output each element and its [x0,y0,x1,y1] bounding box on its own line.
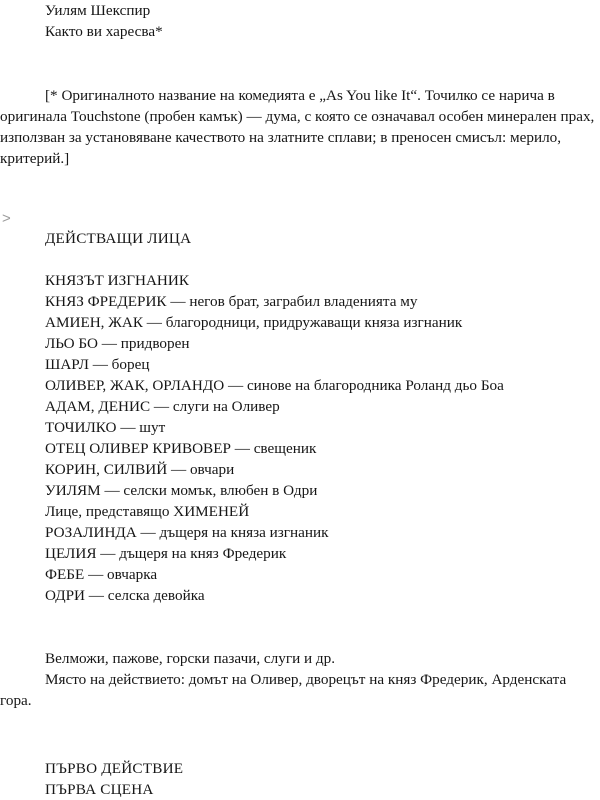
closing-notes [0,648,598,711]
cast-entry: АМИЕН, ЖАК — благородници, придружаващи княза изгнаник [45,314,463,331]
cast-entry: ТОЧИЛКО — шут [45,419,166,436]
cast-entry: ЛЬО БО — придворен [45,335,190,352]
footnote-paragraph: [* Оригиналното название на комедията е „As You like It“. Точилко се нарича в оригинала Touchstone (пробен камък) — дума, с която се означавал особен минерален прах, използван за установяване качеството на златните сплави; в преносен смисъл: мерило, критерий.] [0,87,595,167]
cast-entry: УИЛЯМ — селски момък, влюбен в Одри [45,482,318,499]
cast-entry: КНЯЗ ФРЕДЕРИК — негов брат, заграбил владенията му [45,293,418,310]
extras-note: Велможи, пажове, горски пазачи, слуги и др. [45,650,336,667]
act-heading: ПЪРВО ДЕЙСТВИЕ [45,760,184,777]
cast-entry: КОРИН, СИЛВИЙ — овчари [45,461,235,478]
cast-entry: АДАМ, ДЕНИС — слуги на Оливер [45,398,280,415]
scene-heading: ПЪРВА СЦЕНА [45,781,154,798]
cast-entry: ШАРЛ — борец [45,356,150,373]
quote-marker: > [2,210,11,227]
cast-entry: Лице, представящо ХИМЕНЕЙ [45,503,250,520]
dramatis-personae-heading: ДЕЙСТВАЩИ ЛИЦА [45,230,192,247]
act-scene-block [45,758,585,800]
cast-entry: ОДРИ — селска девойка [45,587,205,604]
cast-list [0,270,600,606]
cast-entry: КНЯЗЪТ ИЗГНАНИК [45,272,189,289]
play-title: Както ви харесва* [45,23,163,40]
cast-entry: ФЕБЕ — овчарка [45,566,158,583]
cast-entry: ОТЕЦ ОЛИВЕР КРИВОВЕР — свещеник [45,440,317,457]
author-name: Уилям Шекспир [45,2,151,19]
setting-note: Място на действието: домът на Оливер, дворецът на княз Фредерик, Арденската гора. [0,671,567,709]
cast-entry: РОЗАЛИНДА — дъщеря на княза изгнаник [45,524,329,541]
cast-entry: ОЛИВЕР, ЖАК, ОРЛАНДО — синове на благородника Роланд дьо Боа [45,377,504,394]
title-block [45,0,585,42]
cast-entry: ЦЕЛИЯ — дъщеря на княз Фредерик [45,545,287,562]
